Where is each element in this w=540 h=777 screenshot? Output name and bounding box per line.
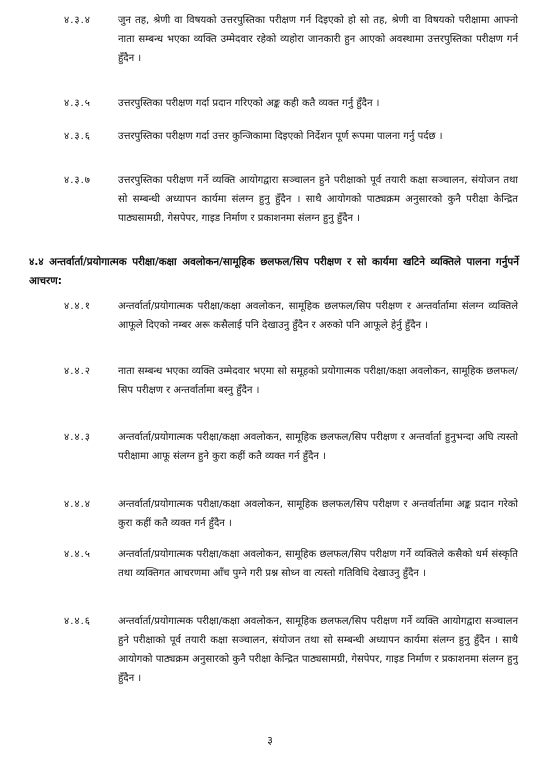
clause-text: अन्तर्वार्ता/प्रयोगात्मक परीक्षा/कक्षा अवलोकन, सामूहिक छलफल/सिप परीक्षण गर्ने व्यक्तिले कसैको धर्म संस्कृति तथा व्यक्तिगत आचरणमा आँच पुग्ने गरी प्रश्न सोध्न वा त्यस्तो गतिविधि देखाउनु हुँदैन ।	[118, 549, 518, 579]
clause-number: ४.३.७	[64, 175, 91, 186]
section-heading: ४.४ अन्तर्वार्ता/प्रयोगात्मक परीक्षा/कक्षा अवलोकन/सामूहिक छलफल/सिप परीक्षण र सो कार्यमा खटिने व्यक्तिले पालना गर्नुपर्ने आचरण:	[29, 256, 519, 287]
clause-number: ४.४.३	[64, 432, 91, 443]
clause-number: ४.४.५	[64, 549, 91, 560]
clause-number: ४.४.४	[64, 499, 91, 510]
clause-number: ४.३.४	[64, 15, 91, 26]
clause-number: ४.३.५	[64, 98, 91, 109]
clause-text: उत्तरपुस्तिका परीक्षण गर्ने व्यक्ति आयोगद्वारा सञ्चालन हुने परीक्षाको पूर्व तयारी कक्षा सञ्चालन, संयोजन तथा सो सम्बन्धी अध्यापन कार्यमा संलग्न हुनु हुँदैन । साथै आयोगको पाठ्यक्रम अनुसारको कुनै परीक्षा केन्द्रित पाठ्यसामग्री, गेसपेपर, गाइड निर्माण र प्रकाशनमा संलग्न हुनु हुँदैन ।	[118, 175, 518, 224]
clause-number: ४.३.६	[64, 131, 91, 142]
clause-text: अन्तर्वार्ता/प्रयोगात्मक परीक्षा/कक्षा अवलोकन, सामूहिक छलफल/सिप परीक्षण गर्ने व्यक्ति आयोगद्वारा सञ्चालन हुने परीक्षाको पूर्व तयारी कक्षा सञ्चालन, संयोजन तथा सो सम्बन्धी अध्यापन कार्यमा संलग्न हुनु हुँदैन । साथै आयोगको पाठ्यक्रम अनुसारको कुनै परीक्षा केन्द्रित पाठ्यसामग्री, गेसपेपर, गाइड निर्माण र प्रकाशनमा संलग्न हुनु हुँदैन ।	[118, 616, 518, 684]
clause-text: अन्तर्वार्ता/प्रयोगात्मक परीक्षा/कक्षा अवलोकन, सामूहिक छलफल/सिप परीक्षण र अन्तर्वार्तामा अङ्क प्रदान गरेको कुरा कहीं कतै व्यक्त गर्न हुँदैन ।	[118, 499, 518, 529]
clause-text: नाता सम्बन्ध भएका व्यक्ति उम्मेदवार भएमा सो समूहको प्रयोगात्मक परीक्षा/कक्षा अवलोकन, सामूहिक छलफल/सिप परीक्षण र अन्तर्वार्तामा बस्नु हुँदैन ।	[118, 366, 518, 396]
clause-number: ४.४.२	[64, 366, 91, 377]
clause-number: ४.४.६	[64, 616, 91, 627]
clause-text: अन्तर्वार्ता/प्रयोगात्मक परीक्षा/कक्षा अवलोकन, सामूहिक छलफल/सिप परीक्षण र अन्तर्वार्ता हुनुभन्दा अघि त्यस्तो परीक्षामा आफू संलग्न हुने कुरा कहीं कतै व्यक्त गर्न हुँदैन ।	[118, 432, 518, 462]
page-number: ३	[267, 734, 273, 747]
clause-text: उत्तरपुस्तिका परीक्षण गर्दा प्रदान गरिएको अङ्क कही कतै व्यक्त गर्नु हुँदैन ।	[118, 98, 380, 109]
clause-text: उत्तरपुस्तिका परीक्षण गर्दा उत्तर कुन्जिकामा दिइएको निर्देशन पूर्ण रूपमा पालना गर्नु पर्दछ ।	[118, 131, 443, 142]
clause-text: अन्तर्वार्ता/प्रयोगात्मक परीक्षा/कक्षा अवलोकन, सामूहिक छलफल/सिप परीक्षण र अन्तर्वार्तामा संलग्न व्यक्तिले आफूले दिएको नम्बर अरू कसैलाई पनि देखाउनु हुँदैन र अरुको पनि आफूले हेर्नु हुँदैन ।	[118, 301, 518, 331]
clause-text: जुन तह, श्रेणी वा विषयको उत्तरपुस्तिका परीक्षण गर्न दिइएको हो सो तह, श्रेणी वा विषयको परीक्षामा आफ्नो नाता सम्बन्ध भएका व्यक्ति उम्मेदवार रहेको व्यहोरा जानकारी हुन आएको अवस्थामा उत्तरपुस्तिका परीक्षण गर्न हुँदैन ।	[118, 15, 518, 64]
clause-number: ४.४.१	[64, 301, 91, 312]
